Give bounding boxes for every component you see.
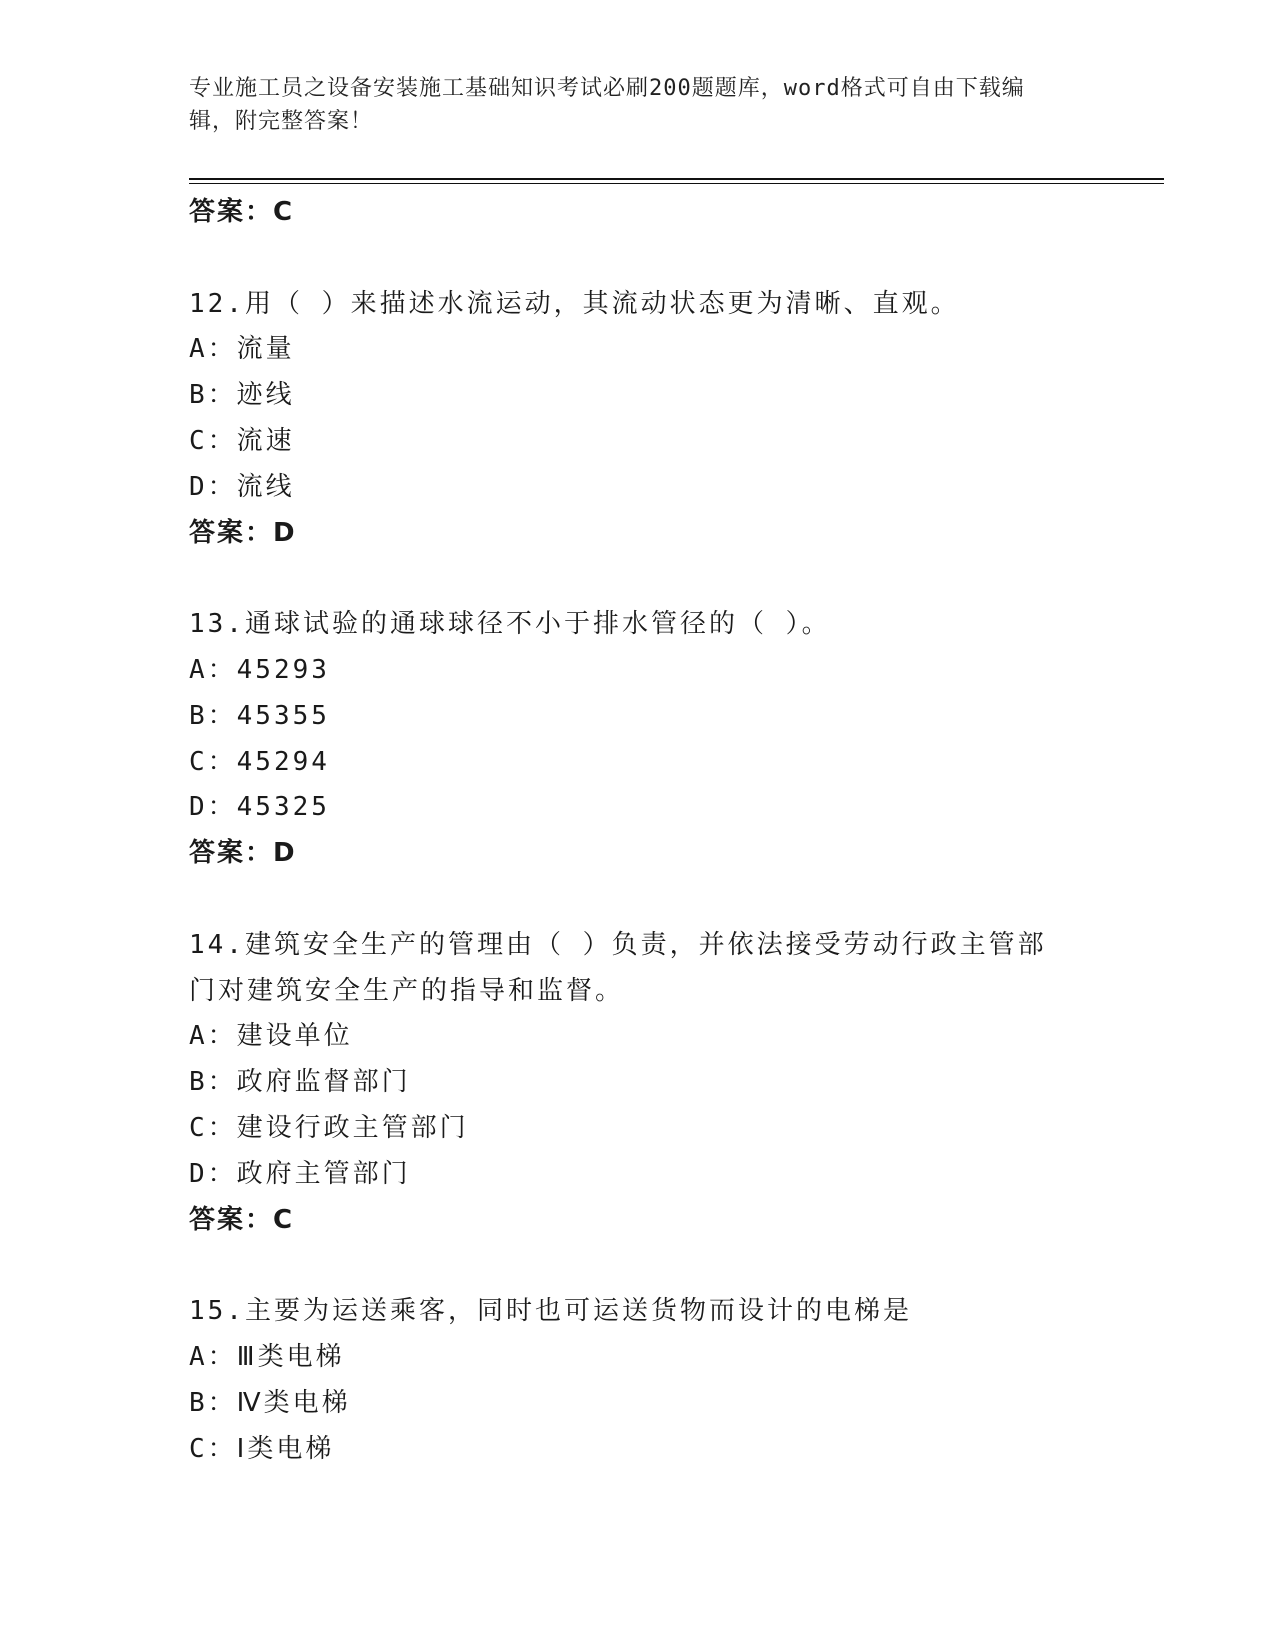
option-c: C：Ⅰ类电梯	[189, 1433, 335, 1464]
spacer	[189, 1243, 1164, 1289]
question-text: 12.用（ ）来描述水流运动，其流动状态更为清晰、直观。	[189, 288, 960, 319]
option-b: B：迹线	[189, 380, 295, 411]
option-a: A：流量	[189, 334, 295, 365]
answer: 答案：D	[189, 838, 297, 869]
question-15	[189, 1289, 1164, 1472]
option-d: D：政府主管部门	[189, 1158, 411, 1189]
question-14	[189, 923, 1164, 1244]
option-a: A：45293	[189, 654, 330, 685]
question-text: 13.通球试验的通球球径不小于排水管径的（ ）。	[189, 609, 831, 640]
previous-answer: 答案：C	[189, 197, 295, 227]
option-c: C：建设行政主管部门	[189, 1112, 469, 1143]
option-b: B：45355	[189, 700, 330, 731]
header-divider-thin	[189, 183, 1164, 184]
option-b: B：Ⅳ类电梯	[189, 1387, 351, 1418]
option-a: A：建设单位	[189, 1021, 353, 1052]
option-c: C：流速	[189, 425, 295, 456]
option-d: D：流线	[189, 471, 295, 502]
question-12	[189, 282, 1164, 557]
question-text: 14.建筑安全生产的管理由（ ）负责，并依法接受劳动行政主管部门对建筑安全生产的指导和监督。	[189, 929, 1047, 1006]
option-d: D：45325	[189, 792, 330, 823]
option-c: C：45294	[189, 746, 330, 777]
question-13	[189, 602, 1164, 877]
question-list	[189, 190, 1164, 1472]
header-divider-thick	[189, 178, 1164, 180]
spacer	[189, 877, 1164, 923]
option-b: B：政府监督部门	[189, 1067, 411, 1098]
document-header: 专业施工员之设备安装施工基础知识考试必刷200题题库，word格式可自由下载编辑，附完整答案！	[189, 76, 1025, 134]
question-text: 15.主要为运送乘客，同时也可运送货物而设计的电梯是	[189, 1296, 912, 1327]
option-a: A：Ⅲ类电梯	[189, 1341, 345, 1372]
answer: 答案：D	[189, 517, 297, 548]
spacer	[189, 236, 1164, 282]
spacer	[189, 556, 1164, 602]
answer: 答案：C	[189, 1204, 295, 1235]
